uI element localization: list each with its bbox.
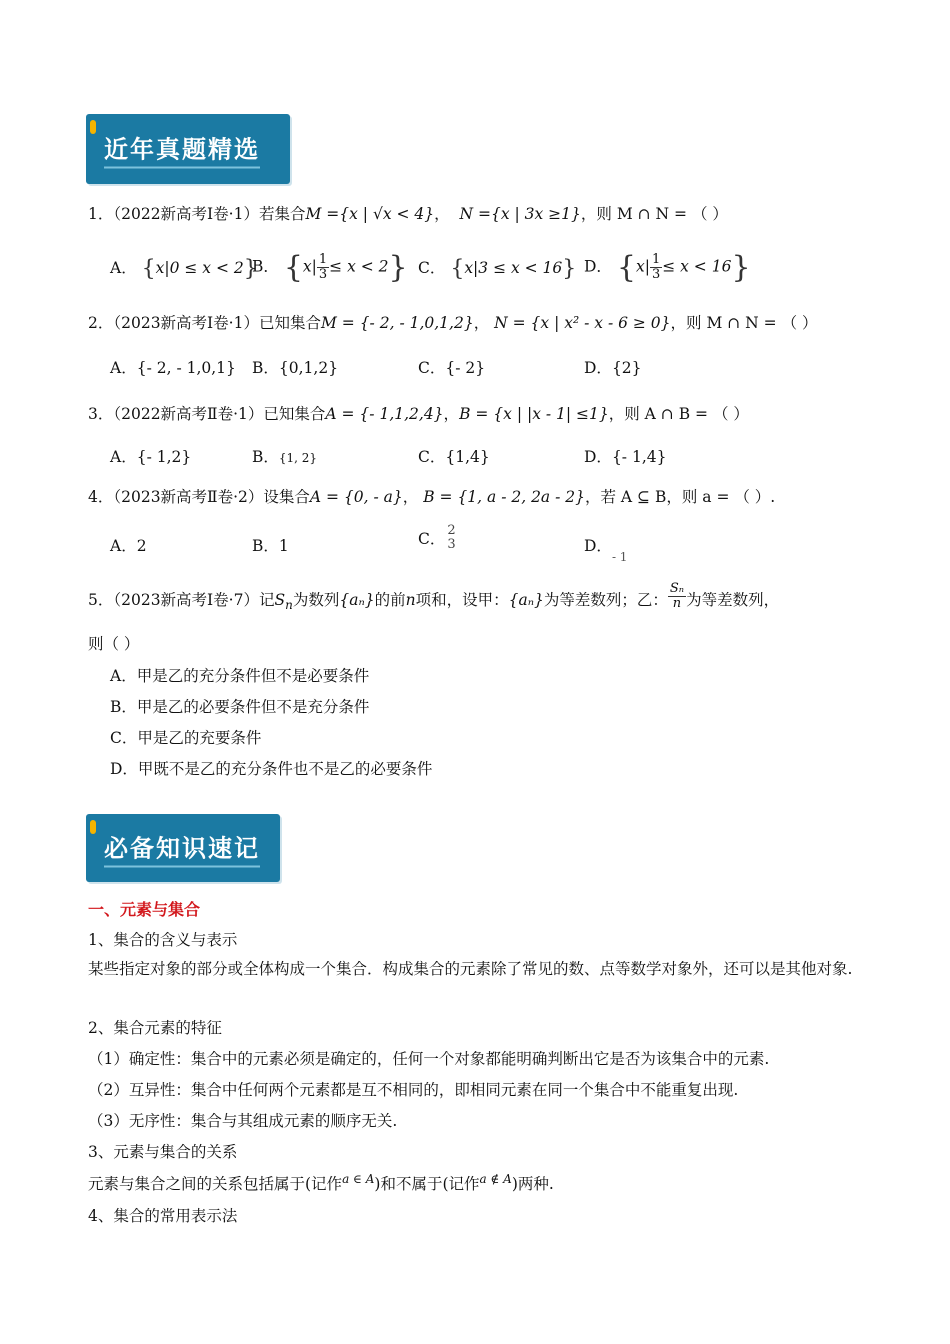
option-label: C． xyxy=(418,259,446,277)
q2-option-a[interactable] xyxy=(110,356,236,378)
option-value: x|0 ≤ x < 2 xyxy=(155,259,244,277)
brace-left: { xyxy=(450,256,465,282)
q4-stem-text: 4．（2023新高考Ⅱ卷·2）设集合 xyxy=(88,488,310,506)
q4-option-b[interactable] xyxy=(252,534,289,556)
option-label: D． xyxy=(584,359,612,377)
question-1-stem: 1．（2022新高考Ⅰ卷·1）若集合M ={x | √x < 4}， N ={x | 3x ≥1}，则 M ∩ N = （ ） xyxy=(88,205,728,223)
relation-text-3: )两种. xyxy=(511,1175,554,1193)
q4-option-c[interactable] xyxy=(418,524,458,552)
q5-option-d[interactable]: D．甲既不是乙的充分条件也不是乙的必要条件 xyxy=(110,760,433,778)
q2-ask: ，则 M ∩ N = （ ） xyxy=(670,314,818,332)
option-value: - 1 xyxy=(611,550,628,564)
knowledge-sub-2: 2、集合元素的特征 xyxy=(88,1019,222,1037)
knowledge-sub-3: 3、元素与集合的关系 xyxy=(88,1143,238,1161)
question-2-stem: 2．（2023新高考Ⅰ卷·1）已知集合M = {- 2, - 1,0,1,2}， N = {x | x² - x - 6 ≥ 0}，则 M ∩ N = （ ） xyxy=(88,314,818,332)
banner-title: 必备知识速记 xyxy=(104,829,260,868)
option-value-x: x| xyxy=(635,257,650,276)
q3-set-b: B = {x | |x - 1| ≤1} xyxy=(459,405,609,423)
question-5-then: 则（ ） xyxy=(88,635,140,653)
q2-set-n: N = {x | x² - x - 6 ≥ 0} xyxy=(494,314,671,332)
q4-set-a: A = {0, - a} xyxy=(309,488,403,506)
q2-stem-text: 2．（2023新高考Ⅰ卷·1）已知集合 xyxy=(88,314,321,332)
brace-left: { xyxy=(141,256,156,282)
option-value: {- 2} xyxy=(445,359,486,377)
knowledge-item-1: （1）确定性：集合中的元素必须是确定的，任何一个对象都能明确判断出它是否为该集合中的元素. xyxy=(88,1050,770,1068)
brace-left: { xyxy=(616,250,636,285)
knowledge-item-3: （3）无序性：集合与其组成元素的顺序无关. xyxy=(88,1112,398,1130)
option-label: B． xyxy=(252,448,279,466)
option-label: B． xyxy=(252,257,279,276)
q1-set-n: N ={x | 3x ≥1} xyxy=(459,205,581,223)
q5-stem-text: 5．（2023新高考Ⅰ卷·7）记 xyxy=(88,591,275,609)
q1-option-d[interactable] xyxy=(584,250,751,285)
knowledge-item-2: （2）互异性：集合中任何两个元素都是互不相同的，即相同元素在同一个集合中不能重复出现. xyxy=(88,1081,739,1099)
q5-text-2: 的前 xyxy=(374,591,406,609)
option-value: {- 1,2} xyxy=(136,448,192,466)
banner-title: 近年真题精选 xyxy=(104,130,260,169)
option-value: {0,1,2} xyxy=(278,359,339,377)
fraction-den: n xyxy=(672,595,682,611)
q3-set-a: A = {- 1,1,2,4} xyxy=(325,405,444,423)
brace-right: } xyxy=(731,250,751,285)
fraction xyxy=(445,524,457,552)
question-3-stem: 3．（2022新高考Ⅱ卷·1）已知集合A = {- 1,1,2,4}，B = {x | |x - 1| ≤1}，则 A ∩ B = （ ） xyxy=(88,405,749,423)
q3-option-d[interactable] xyxy=(584,445,666,467)
option-label: D． xyxy=(584,257,612,276)
question-4-stem: 4．（2023新高考Ⅱ卷·2）设集合A = {0, - a}， B = {1, a - 2, 2a - 2}，若 A ⊆ B，则 a = （ ）. xyxy=(88,488,776,506)
q2-option-d[interactable] xyxy=(584,356,642,378)
fraction xyxy=(650,253,662,282)
relation-text-2: )和不属于(记作 xyxy=(374,1175,480,1193)
q5-n: n xyxy=(405,591,416,609)
q5-sn: S xyxy=(274,591,286,609)
q5-text-4: 为等差数列；乙： xyxy=(543,591,668,609)
option-value-x: x| xyxy=(302,257,317,276)
banner-tab-decoration xyxy=(90,820,96,834)
q4-option-a[interactable] xyxy=(110,534,147,556)
option-value: {- 1,4} xyxy=(611,448,667,466)
option-value: {2} xyxy=(611,359,642,377)
option-text: B．1 xyxy=(252,537,289,555)
q5-text-3: 项和，设甲： xyxy=(415,591,509,609)
fraction-den: 3 xyxy=(318,267,328,282)
option-label: C． xyxy=(418,530,446,548)
knowledge-sub-1: 1、集合的含义与表示 xyxy=(88,931,238,949)
fraction-den: 3 xyxy=(447,537,456,552)
q3-option-c[interactable] xyxy=(418,445,490,467)
option-value: {1,4} xyxy=(445,448,490,466)
brace-right: } xyxy=(388,250,408,285)
q5-seq-a: {aₙ} xyxy=(339,591,375,609)
knowledge-sub-4: 4、集合的常用表示法 xyxy=(88,1207,238,1225)
q5-option-b[interactable]: B．甲是乙的必要条件但不是充分条件 xyxy=(110,698,370,716)
q3-ask: ，则 A ∩ B = （ ） xyxy=(608,405,749,423)
q4-ask: ，若 A ⊆ B，则 a = （ ）. xyxy=(585,488,776,506)
q2-set-m: M = {- 2, - 1,0,1,2} xyxy=(320,314,474,332)
relation-in: a ∈ A xyxy=(342,1172,375,1186)
q5-text-5: 为等差数列， xyxy=(686,591,780,609)
q2-option-b[interactable] xyxy=(252,356,338,378)
section-banner-real-questions xyxy=(86,114,290,184)
option-label: C． xyxy=(418,359,446,377)
q5-seq-a-2: {aₙ} xyxy=(508,591,544,609)
option-label: B． xyxy=(252,359,279,377)
fraction-den: 3 xyxy=(651,267,661,282)
knowledge-heading: 一、元素与集合 xyxy=(88,900,201,919)
option-label: C． xyxy=(418,448,446,466)
option-text: A．2 xyxy=(110,537,147,555)
brace-left: { xyxy=(283,250,303,285)
q5-text-1: 为数列 xyxy=(292,591,340,609)
option-label: A． xyxy=(110,359,137,377)
q1-set-m: M ={x | √x < 4} xyxy=(305,205,435,223)
q3-stem-text: 3．（2022新高考Ⅱ卷·1）已知集合 xyxy=(88,405,326,423)
q5-option-a[interactable]: A．甲是乙的充分条件但不是必要条件 xyxy=(110,667,370,685)
knowledge-para-2 xyxy=(88,1172,554,1194)
q3-option-a[interactable] xyxy=(110,445,191,467)
q2-option-c[interactable] xyxy=(418,356,485,378)
option-label: A． xyxy=(110,259,137,277)
banner-tab-decoration xyxy=(90,120,96,134)
q1-option-a[interactable] xyxy=(110,256,258,282)
option-label: D． xyxy=(584,448,612,466)
option-value: {- 2, - 1,0,1} xyxy=(136,359,236,377)
fraction-num: Sₙ xyxy=(669,580,685,596)
fraction-num: 1 xyxy=(318,252,328,267)
q5-option-c[interactable]: C．甲是乙的充要条件 xyxy=(110,729,262,747)
relation-text-1: 元素与集合之间的关系包括属于(记作 xyxy=(88,1175,343,1193)
option-label: D． xyxy=(584,537,612,555)
option-value: {1, 2} xyxy=(278,451,318,465)
fraction-num: 2 xyxy=(447,523,456,538)
q5-fraction xyxy=(668,582,686,611)
brace-right: } xyxy=(243,256,258,282)
q5-sn-sub: n xyxy=(285,598,293,613)
q1-stem-text: 1．（2022新高考Ⅰ卷·1）若集合 xyxy=(88,205,306,223)
option-value-rest: ≤ x < 16 xyxy=(662,257,732,276)
q4-set-b: B = {1, a - 2, 2a - 2} xyxy=(423,488,585,506)
section-banner-knowledge xyxy=(86,814,280,882)
q1-option-b[interactable] xyxy=(252,250,408,285)
option-label: A． xyxy=(110,448,137,466)
option-value-rest: ≤ x < 2 xyxy=(329,257,389,276)
question-5-stem xyxy=(88,580,780,613)
relation-not-in: a ∉ A xyxy=(479,1172,512,1186)
q1-option-c[interactable] xyxy=(418,256,576,282)
option-value: x|3 ≤ x < 16 xyxy=(464,259,563,277)
q1-ask: ，则 M ∩ N = （ ） xyxy=(580,205,728,223)
brace-right: } xyxy=(562,256,577,282)
q3-option-b[interactable] xyxy=(252,445,317,467)
fraction-num: 1 xyxy=(651,252,661,267)
fraction xyxy=(317,253,329,282)
knowledge-para-1: 某些指定对象的部分或全体构成一个集合．构成集合的元素除了常见的数、点等数学对象外，还可以是其他对象. xyxy=(88,960,853,978)
q4-option-d[interactable] xyxy=(584,534,628,564)
